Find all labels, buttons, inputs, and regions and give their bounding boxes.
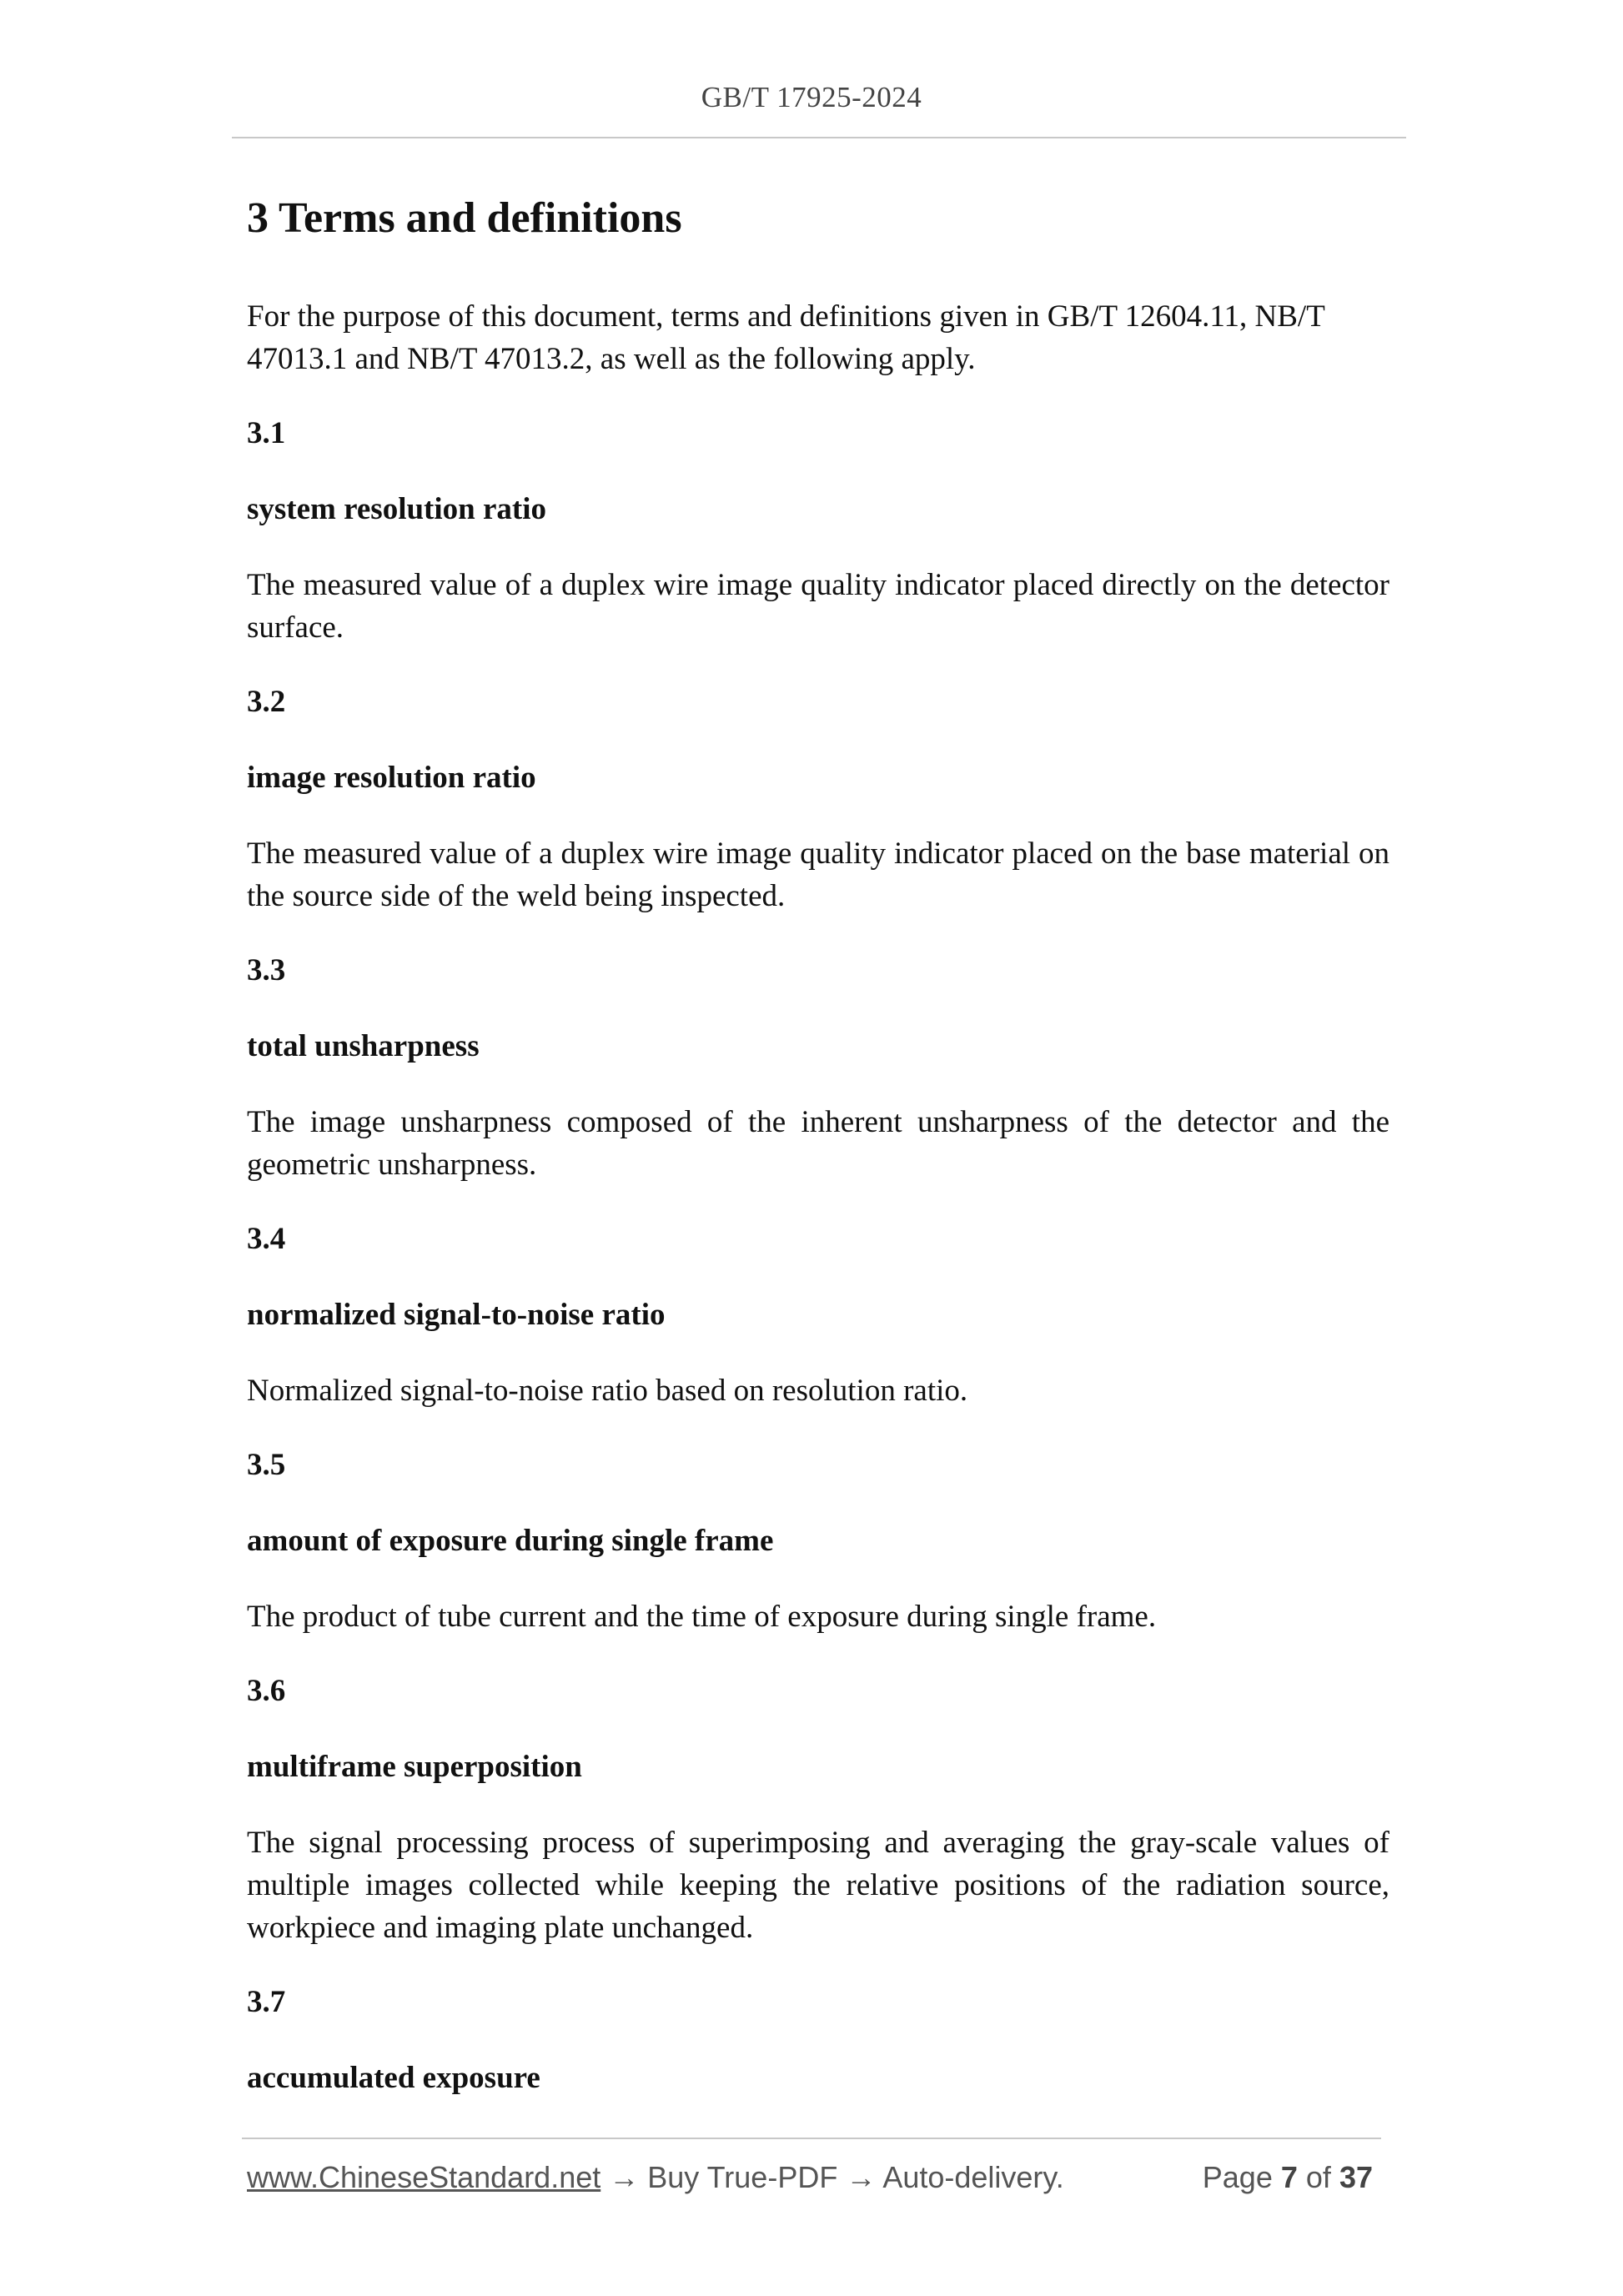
term-number: 3.7	[247, 1985, 286, 2019]
term-name: amount of exposure during single frame	[247, 1524, 774, 1558]
term-name: accumulated exposure	[247, 2061, 540, 2095]
term-number: 3.5	[247, 1448, 286, 1482]
term-entry-3-2	[247, 681, 1389, 917]
term-number: 3.1	[247, 416, 286, 450]
section-title: 3 Terms and definitions	[247, 194, 682, 242]
term-name: normalized signal-to-noise ratio	[247, 1298, 666, 1332]
current-page-number: 7	[1280, 2160, 1298, 2194]
page-content	[247, 192, 1389, 2133]
total-pages-number: 37	[1339, 2160, 1373, 2194]
term-number: 3.3	[247, 953, 286, 987]
term-definition: The product of tube current and the time of exposure during single frame.	[247, 1600, 1157, 1634]
term-entry-3-7	[247, 1981, 1389, 2099]
term-definition: The signal processing process of superimposing and averaging the gray-scale values of multiple images collected while keeping the relative positions of the radiation source, workpiece and imaging plate unchanged.	[247, 1826, 1389, 1945]
page-footer	[247, 2160, 1381, 2202]
footer-divider	[242, 2138, 1381, 2139]
term-definition: The image unsharpness composed of the inherent unsharpness of the detector and the geometric unsharpness.	[247, 1105, 1389, 1182]
term-name: multiframe superposition	[247, 1750, 582, 1784]
page-label: Page	[1202, 2160, 1273, 2194]
footer-promo	[247, 2160, 1064, 2195]
term-entry-3-6	[247, 1670, 1389, 1949]
term-number: 3.2	[247, 685, 286, 719]
term-entry-3-3	[247, 949, 1389, 1186]
term-name: system resolution ratio	[247, 492, 546, 526]
term-name: total unsharpness	[247, 1029, 480, 1063]
term-number: 3.4	[247, 1222, 286, 1256]
footer-tagline: → Buy True-PDF → Auto-delivery.	[600, 2160, 1064, 2194]
page-indicator	[1203, 2160, 1373, 2195]
term-name: image resolution ratio	[247, 761, 536, 795]
term-definition: The measured value of a duplex wire image quality indicator placed on the base material on the source side of the weld being inspected.	[247, 837, 1389, 913]
section-intro: For the purpose of this document, terms and definitions given in GB/T 12604.11, NB/T 47013.1 and NB/T 47013.2, as well as the following apply.	[247, 299, 1325, 376]
term-entry-3-4	[247, 1218, 1389, 1412]
term-entry-3-5	[247, 1444, 1389, 1638]
term-definition: Normalized signal-to-noise ratio based on resolution ratio.	[247, 1374, 968, 1408]
term-definition: The measured value of a duplex wire image quality indicator placed directly on the detector surface.	[247, 568, 1389, 645]
term-entry-3-1	[247, 412, 1389, 649]
page-of-label: of	[1305, 2160, 1331, 2194]
term-number: 3.6	[247, 1674, 286, 1708]
header-divider	[232, 137, 1406, 138]
document-header: GB/T 17925-2024	[701, 81, 922, 113]
website-link[interactable]: www.ChineseStandard.net	[247, 2160, 601, 2194]
